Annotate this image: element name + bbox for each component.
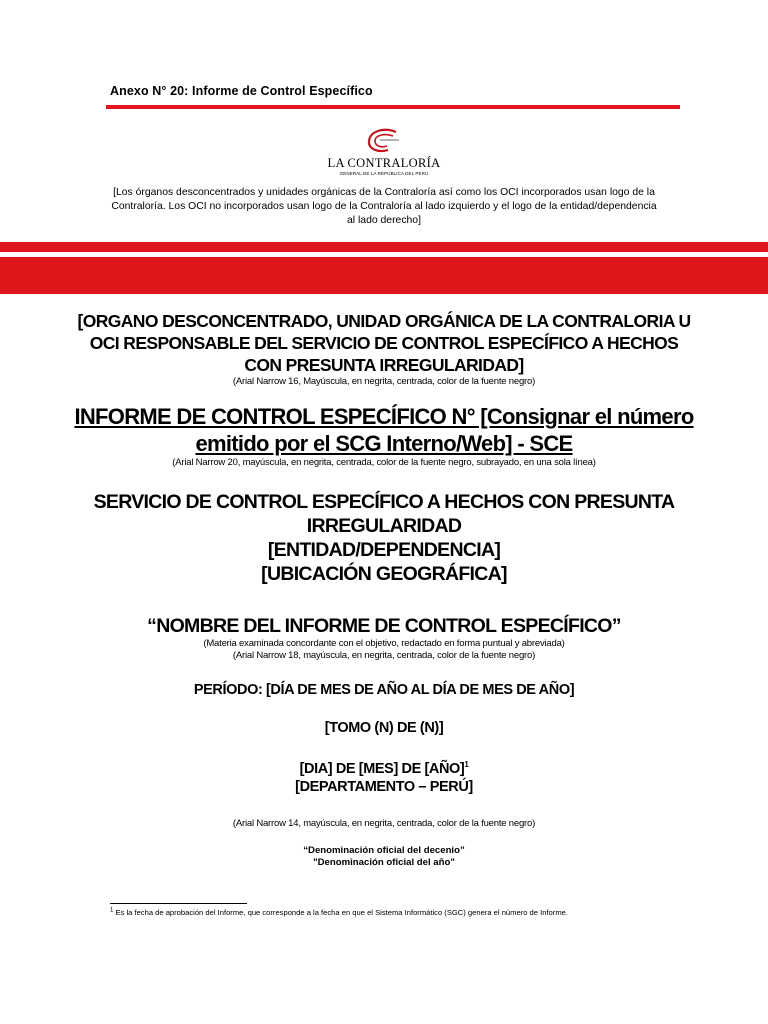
year-denomination: "Denominación oficial del año" bbox=[313, 857, 455, 868]
report-number-format-note: (Arial Narrow 20, mayúscula, en negrita, centrada, color de la fuente negro, subrayado, en una sola línea) bbox=[172, 457, 596, 468]
section-organ bbox=[70, 310, 698, 388]
department-line: [DEPARTAMENTO – PERÚ] bbox=[295, 779, 473, 795]
section-service bbox=[70, 490, 698, 586]
report-number-heading: INFORME DE CONTROL ESPECÍFICO N° [Consignar el número emitido por el SCG Interno/Web] - SCE bbox=[74, 404, 694, 456]
report-name-format-note: (Arial Narrow 18, mayúscula, en negrita, centrada, color de la fuente negro) bbox=[232, 650, 536, 661]
red-band-thick bbox=[0, 257, 768, 294]
section-tomo bbox=[70, 719, 698, 737]
annex-title: Anexo N° 20: Informe de Control Específico bbox=[110, 84, 373, 98]
footnote bbox=[110, 908, 568, 918]
section-report-name bbox=[70, 614, 698, 662]
report-name-note: (Materia examinada concordante con el objetivo, redactado en forma puntual y abreviada) bbox=[203, 638, 565, 649]
decade-denomination: “Denominación oficial del decenio” bbox=[303, 845, 465, 856]
date-line bbox=[70, 760, 698, 778]
section-period bbox=[70, 681, 698, 699]
red-band-thin bbox=[0, 242, 768, 252]
organ-format-note: (Arial Narrow 16, Mayúscula, en negrita, centrada, color de la fuente negro) bbox=[232, 376, 536, 387]
section-format-note bbox=[70, 818, 698, 830]
logo-usage-note: [Los órganos desconcentrados y unidades orgánicas de la Contraloría así como los OCI incorporados usan logo de la Contraloría. Los OCI no incorporados usan logo de la Contraloría al lado izquierdo y el logo de la entidad/dependencia al lado derecho] bbox=[111, 187, 657, 226]
logo-name: LA CONTRALORÍA bbox=[327, 156, 441, 170]
header-divider bbox=[106, 105, 680, 109]
logo-subtitle: GENERAL DE LA REPÚBLICA DEL PERÚ bbox=[339, 171, 429, 176]
date-text: [DIA] DE [MES] DE [AÑO] bbox=[299, 761, 465, 777]
section-denominations bbox=[70, 845, 698, 869]
report-name-heading: “NOMBRE DEL INFORME DE CONTROL ESPECÍFICO” bbox=[147, 615, 621, 637]
contraloria-logo bbox=[326, 128, 442, 178]
footnote-divider bbox=[110, 903, 247, 904]
tomo-line: [TOMO (N) DE (N)] bbox=[324, 720, 444, 736]
section-report-number bbox=[70, 403, 698, 469]
footnote-text: Es la fecha de aprobación del Informe, que corresponde a la fecha en que el Sistema Informático (SGC) genera el número de Informe. bbox=[115, 908, 568, 917]
period-line: PERÍODO: [DÍA DE MES DE AÑO AL DÍA DE MES DE AÑO] bbox=[193, 682, 575, 698]
location-placeholder: [UBICACIÓN GEOGRÁFICA] bbox=[261, 563, 507, 585]
date-footnote-ref: 1 bbox=[464, 760, 469, 770]
date-format-note: (Arial Narrow 14, mayúscula, en negrita, centrada, color de la fuente negro) bbox=[232, 818, 536, 829]
entity-placeholder: [ENTIDAD/DEPENDENCIA] bbox=[267, 539, 501, 561]
organ-heading: [ORGANO DESCONCENTRADO, UNIDAD ORGÁNICA DE LA CONTRALORIA U OCI RESPONSABLE DEL SERVICIO DE CONTROL ESPECÍFICO A HECHOS CON PRESUNTA IRREGULARIDAD] bbox=[77, 311, 691, 375]
footnote-marker: 1 bbox=[110, 907, 114, 914]
section-date bbox=[70, 760, 698, 796]
service-heading: SERVICIO DE CONTROL ESPECÍFICO A HECHOS CON PRESUNTA IRREGULARIDAD bbox=[93, 491, 675, 537]
contraloria-emblem-icon bbox=[366, 128, 402, 154]
